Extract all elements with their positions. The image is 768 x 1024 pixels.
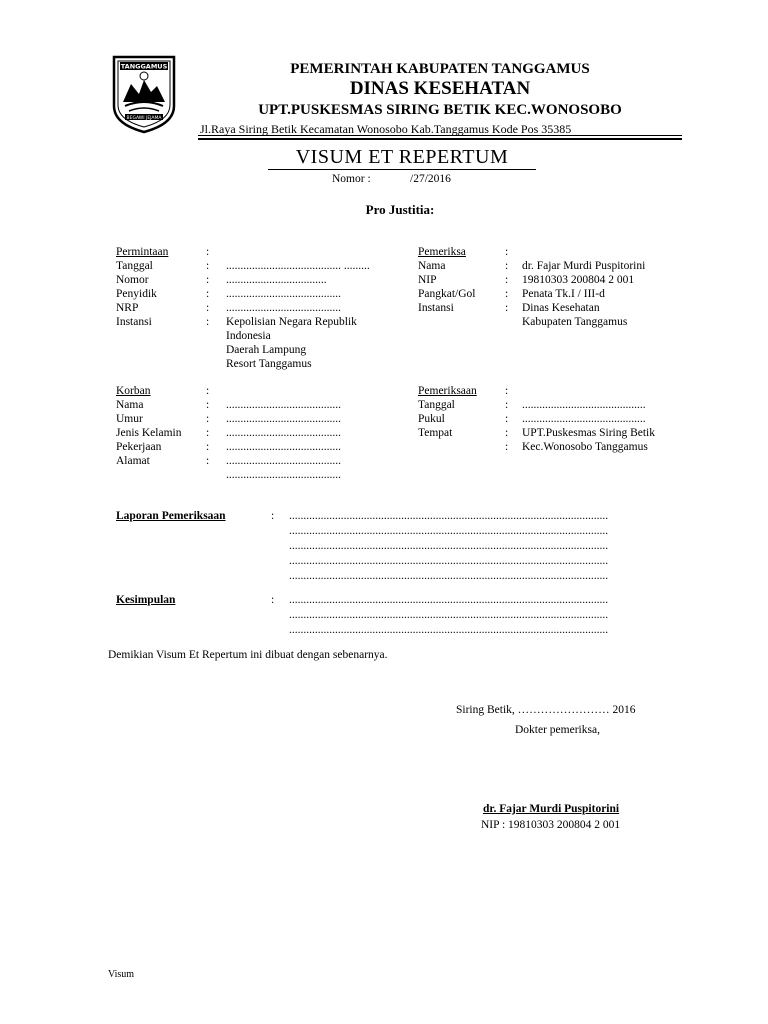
permintaan-value: ........................................ xyxy=(226,288,341,300)
pemeriksaan-label: Tanggal xyxy=(418,399,455,411)
colon: : xyxy=(206,441,210,453)
colon: : xyxy=(505,288,509,300)
pemeriksa-label: NIP xyxy=(418,274,437,286)
kesimpulan-line: ............................................................................................................... xyxy=(289,594,609,606)
pemeriksaan-label: Pukul xyxy=(418,413,445,425)
korban-label: Pekerjaan xyxy=(116,441,162,453)
colon: : xyxy=(206,413,210,425)
pemeriksa-value: Penata Tk.I / III-d xyxy=(522,288,605,300)
colon: : xyxy=(505,260,509,272)
colon: : xyxy=(206,302,210,314)
colon: : xyxy=(505,385,509,397)
permintaan-label: Penyidik xyxy=(116,288,157,300)
colon: : xyxy=(505,246,509,258)
korban-alamat-line: ........................................ xyxy=(226,469,341,481)
colon: : xyxy=(505,274,509,286)
colon: : xyxy=(206,427,210,439)
permintaan-value: ................................... xyxy=(226,274,327,286)
korban-label: Jenis Kelamin xyxy=(116,427,182,439)
colon: : xyxy=(505,399,509,411)
laporan-line: ............................................................................................................... xyxy=(289,555,609,567)
nomor-value: /27/2016 xyxy=(410,173,451,185)
colon: : xyxy=(206,260,210,272)
pemeriksa-label: Pangkat/Gol xyxy=(418,288,476,300)
colon: : xyxy=(505,441,509,453)
permintaan-label: Instansi xyxy=(116,316,152,328)
permintaan-instansi-line: Daerah Lampung xyxy=(226,344,307,356)
korban-value: ........................................ xyxy=(226,455,341,467)
signer-name: dr. Fajar Murdi Puspitorini xyxy=(483,803,620,815)
kesimpulan-label: Kesimpulan xyxy=(116,594,176,606)
pemeriksa-label: Instansi xyxy=(418,302,454,314)
pemeriksa-instansi-line: Kabupaten Tanggamus xyxy=(522,316,628,328)
letterhead-rule-thick xyxy=(198,138,682,140)
korban-label: Nama xyxy=(116,399,144,411)
colon: : xyxy=(206,399,210,411)
korban-value: ........................................ xyxy=(226,399,341,411)
permintaan-value: ........................................ xyxy=(226,302,341,314)
closing-statement: Demikian Visum Et Repertum ini dibuat dengan sebenarnya. xyxy=(108,649,388,661)
permintaan-instansi-line: Indonesia xyxy=(226,330,271,342)
signer-role: Dokter pemeriksa, xyxy=(515,724,600,736)
permintaan-header: Permintaan xyxy=(116,246,169,258)
signer-nip: NIP : 19810303 200804 2 001 xyxy=(481,819,621,831)
permintaan-label: Tanggal xyxy=(116,260,153,272)
svg-text:BEGAWI JEJAMA: BEGAWI JEJAMA xyxy=(126,116,162,121)
colon: : xyxy=(206,316,210,328)
pemeriksa-value: dr. Fajar Murdi Puspitorini xyxy=(522,260,646,272)
page-footer: Visum xyxy=(108,969,135,980)
address: Jl.Raya Siring Betik Kecamatan Wonosobo Kab.Tanggamus Kode Pos 35385 xyxy=(200,122,572,136)
laporan-label: Laporan Pemeriksaan xyxy=(116,510,226,522)
korban-value: ........................................ xyxy=(226,441,341,453)
pemeriksaan-label: Tempat xyxy=(418,427,453,439)
svg-text:TANGGAMUS: TANGGAMUS xyxy=(120,62,168,71)
gov-name: PEMERINTAH KABUPATEN TANGGAMUS xyxy=(290,61,590,77)
letterhead-rule xyxy=(198,135,682,136)
agency-name: DINAS KESEHATAN xyxy=(349,78,531,99)
pemeriksaan-value: ........................................... xyxy=(522,399,646,411)
permintaan-label: NRP xyxy=(116,302,139,314)
title-underline xyxy=(268,169,536,170)
colon: : xyxy=(206,385,210,397)
korban-value: ........................................ xyxy=(226,413,341,425)
colon: : xyxy=(271,594,275,606)
colon: : xyxy=(271,510,275,522)
korban-header: Korban xyxy=(116,385,151,397)
colon: : xyxy=(206,288,210,300)
colon: : xyxy=(206,455,210,467)
place-date: Siring Betik, …………………… 2016 xyxy=(456,704,636,716)
laporan-line: ............................................................................................................... xyxy=(289,540,609,552)
korban-value: ........................................ xyxy=(226,427,341,439)
pemeriksaan-tempat-line: Kec.Wonosobo Tanggamus xyxy=(522,441,648,453)
laporan-line: ............................................................................................................... xyxy=(289,570,609,582)
colon: : xyxy=(505,302,509,314)
kesimpulan-line: ............................................................................................................... xyxy=(289,624,609,636)
colon: : xyxy=(206,274,210,286)
pemeriksa-header: Pemeriksa xyxy=(418,246,466,258)
kesimpulan-line: ............................................................................................................... xyxy=(289,609,609,621)
document-title: VISUM ET REPERTUM xyxy=(295,146,509,168)
unit-name: UPT.PUSKESMAS SIRING BETIK KEC.WONOSOBO xyxy=(258,102,622,118)
colon: : xyxy=(505,413,509,425)
laporan-line: ............................................................................................................... xyxy=(289,525,609,537)
pemeriksa-value: 19810303 200804 2 001 xyxy=(522,274,635,286)
pemeriksa-label: Nama xyxy=(418,260,446,272)
colon: : xyxy=(505,427,509,439)
permintaan-instansi-line: Resort Tanggamus xyxy=(226,358,312,370)
pemeriksaan-header: Pemeriksaan xyxy=(418,385,477,397)
korban-label: Umur xyxy=(116,413,143,425)
pemeriksaan-value: ........................................... xyxy=(522,413,646,425)
permintaan-value: ........................................ ......... xyxy=(226,260,370,272)
colon: : xyxy=(206,246,210,258)
permintaan-label: Nomor xyxy=(116,274,149,286)
pro-justitia: Pro Justitia: xyxy=(365,202,435,217)
permintaan-value: Kepolisian Negara Republik xyxy=(226,316,357,328)
korban-label: Alamat xyxy=(116,455,150,467)
nomor-label: Nomor : xyxy=(332,173,371,185)
pemeriksaan-value: UPT.Puskesmas Siring Betik xyxy=(522,427,656,439)
pemeriksa-value: Dinas Kesehatan xyxy=(522,302,600,314)
laporan-line: ............................................................................................................... xyxy=(289,510,609,522)
